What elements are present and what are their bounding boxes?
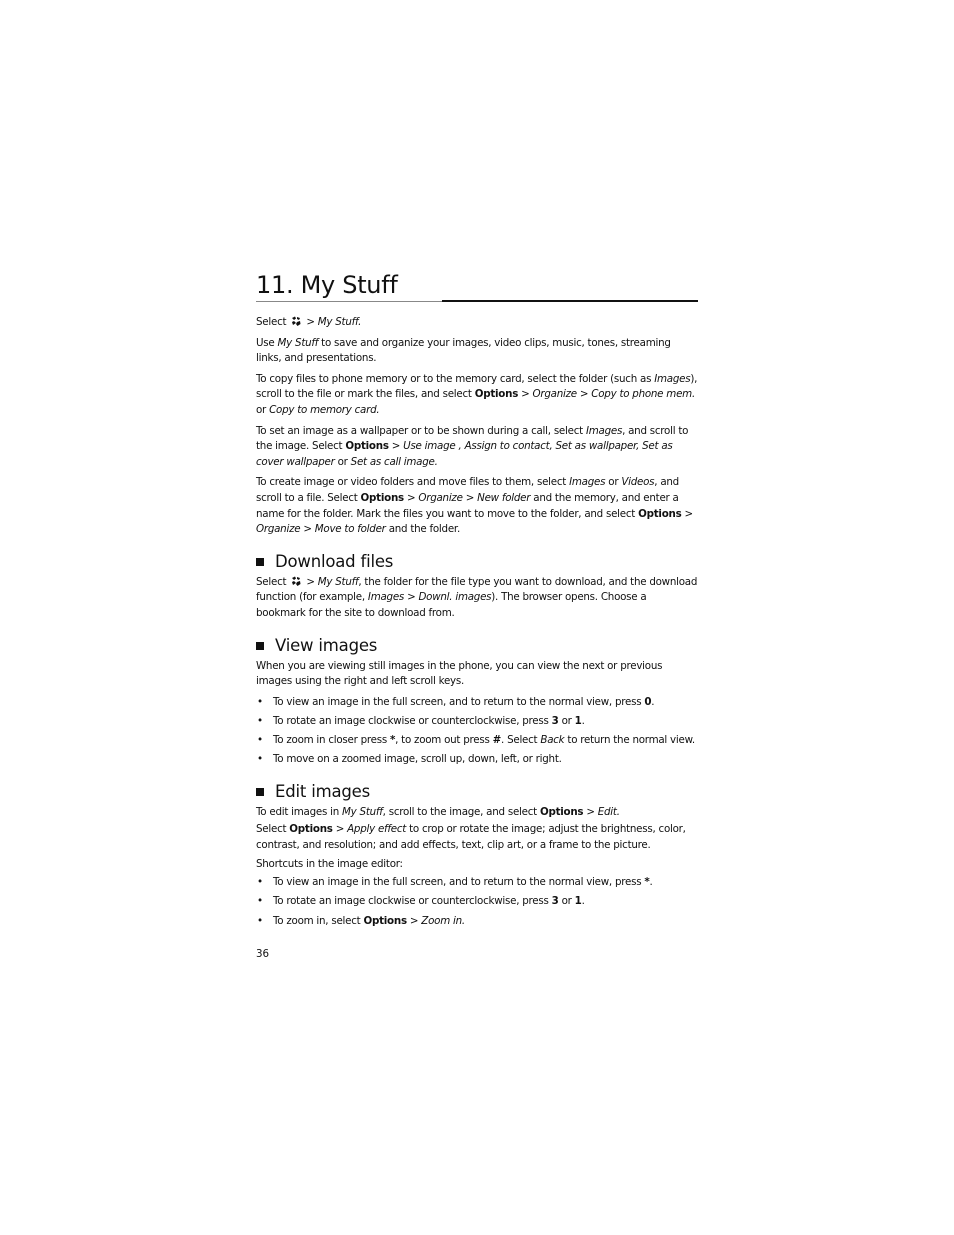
list-item: • To zoom in closer press *, to zoom out press #. Select Back to return the normal view. (257, 734, 695, 747)
title-rule (256, 300, 698, 302)
view-intro: When you are viewing still images in the phone, you can view the next or previous images using the right and left scroll keys. (256, 659, 663, 688)
chapter-name: My Stuff (300, 271, 398, 299)
list-item: • To move on a zoomed image, scroll up, down, left, or right. (257, 753, 562, 766)
view-list (256, 695, 698, 768)
list-item: • To rotate an image clockwise or counterclockwise, press 3 or 1. (257, 895, 585, 908)
chapter-title (256, 270, 698, 300)
section-square-icon (256, 642, 264, 650)
download-heading: Download files (256, 552, 698, 572)
view-heading: View images (256, 636, 698, 656)
list-item: • To rotate an image clockwise or counterclockwise, press 3 or 1. (257, 714, 585, 727)
list-item: • To zoom in, select Options > Zoom in. (257, 914, 465, 927)
folder-paragraph: To create image or video folders and move files to them, select Images or Videos, and scroll to a file. Select Options > Organize > New folder and the memory, and enter a name for the folder. Mark the files you want to move to the folder, and select Options > Organize > Move to folder and the folder. (256, 476, 693, 536)
section-square-icon (256, 558, 264, 566)
wallpaper-paragraph: To set an image as a wallpaper or to be shown during a call, select Images, and scroll to the image. Select Options > Use image , Assign to contact, Set as wallpaper, Set as cover wallpaper or Set as call image. (256, 424, 689, 468)
document-page (256, 270, 698, 933)
menu-key-icon (291, 576, 301, 587)
list-item: • To view an image in the full screen, and to return to the normal view, press 0. (257, 695, 655, 708)
edit-paragraph-2: Select Options > Apply effect to crop or rotate the image; adjust the brightness, color, contrast, and resolution; and add effects, text, clip art, or a frame to the picture. (256, 823, 686, 852)
menu-key-icon (291, 316, 301, 327)
edit-heading: Edit images (256, 782, 698, 802)
edit-paragraph-1: To edit images in My Stuff, scroll to the image, and select Options > Edit. (256, 805, 620, 818)
list-item: • To view an image in the full screen, and to return to the normal view, press *. (257, 876, 653, 889)
download-paragraph: Select > My Stuff, the folder for the file type you want to download, and the download function (for example, Images > Downl. images). The browser opens. Choose a bookmark for the site to download from. (256, 575, 698, 619)
shortcuts-label: Shortcuts in the image editor: (256, 857, 403, 870)
chapter-number: 11. (256, 271, 294, 299)
edit-list (256, 875, 698, 929)
select-path: Select > My Stuff. (256, 316, 362, 328)
copy-paragraph: To copy files to phone memory or to the memory card, select the folder (such as Images), scroll to the file or mark the files, and select Options > Organize > Copy to phone mem. or Copy to memory card. (256, 372, 698, 416)
intro-paragraph: Use My Stuff to save and organize your images, video clips, music, tones, streaming links, and presentations. (256, 336, 671, 365)
page-number: 36 (256, 948, 270, 960)
section-square-icon (256, 788, 264, 796)
